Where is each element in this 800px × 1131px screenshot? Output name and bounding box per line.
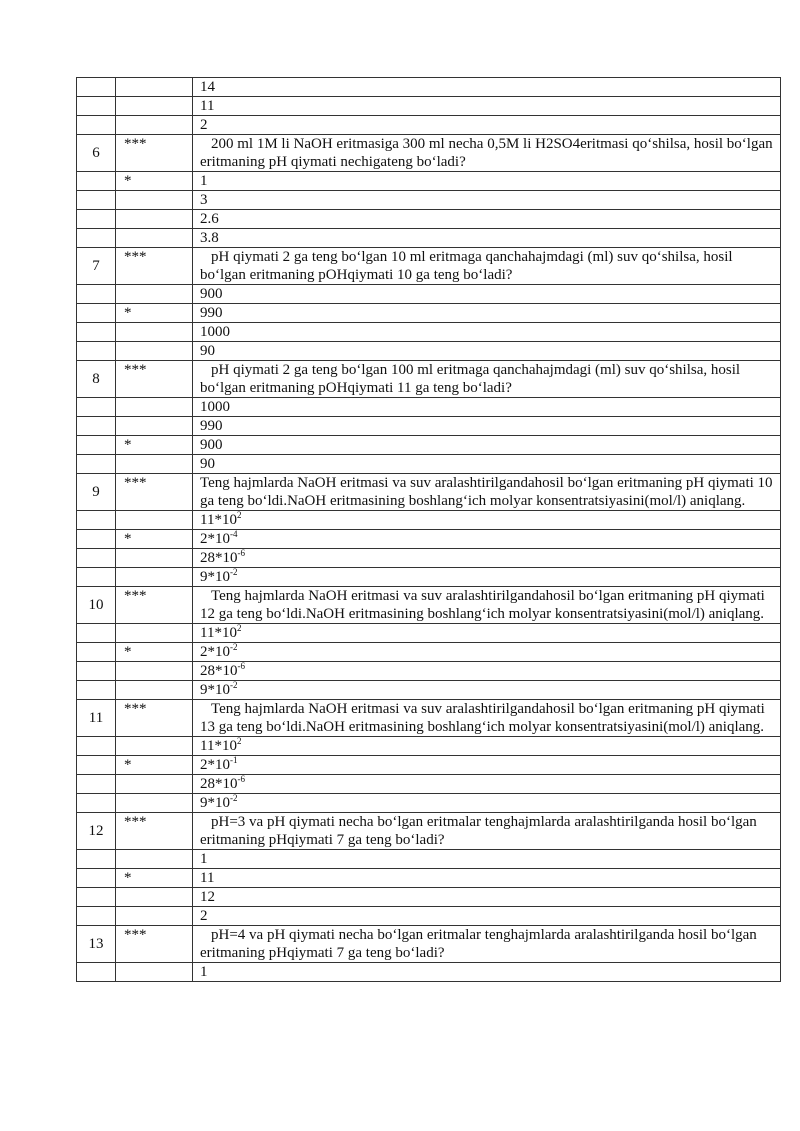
question-cell [193, 135, 781, 172]
question-number: 11 [77, 700, 116, 737]
question-number: 13 [77, 926, 116, 963]
answer-exponent: 2 [236, 623, 242, 633]
correct-answer-mark [116, 210, 193, 229]
difficulty-mark: *** [116, 813, 193, 850]
correct-answer-mark [116, 116, 193, 135]
answer-row [77, 191, 781, 210]
question-row [77, 926, 781, 963]
difficulty-mark: *** [116, 361, 193, 398]
question-cell [193, 587, 781, 624]
question-number [77, 869, 116, 888]
answer-row [77, 398, 781, 417]
question-cell [193, 361, 781, 398]
answer-cell [193, 850, 781, 869]
correct-answer-mark [116, 681, 193, 700]
question-number: 10 [77, 587, 116, 624]
answer-text: 11*10 [200, 738, 237, 754]
question-number: 6 [77, 135, 116, 172]
question-number [77, 398, 116, 417]
question-row [77, 361, 781, 398]
answer-row [77, 229, 781, 248]
answer-cell [193, 304, 781, 323]
question-number [77, 681, 116, 700]
answer-cell [193, 78, 781, 97]
answer-text: 11*10 [200, 625, 237, 641]
correct-answer-mark: * [116, 643, 193, 662]
answer-cell [193, 172, 781, 191]
answer-row [77, 210, 781, 229]
answer-row [77, 549, 781, 568]
answer-text: 1000 [200, 324, 230, 340]
question-row [77, 474, 781, 511]
answer-row [77, 342, 781, 361]
answer-exponent: -2 [230, 642, 238, 652]
answer-row [77, 756, 781, 775]
answer-row [77, 172, 781, 191]
question-number [77, 342, 116, 361]
answer-text: 11*10 [200, 512, 237, 528]
question-number [77, 643, 116, 662]
answer-cell [193, 116, 781, 135]
question-row [77, 248, 781, 285]
answer-row [77, 737, 781, 756]
correct-answer-mark [116, 907, 193, 926]
correct-answer-mark [116, 323, 193, 342]
question-number [77, 210, 116, 229]
answer-row [77, 78, 781, 97]
answer-exponent: -6 [237, 661, 245, 671]
answer-text: 990 [200, 418, 223, 434]
correct-answer-mark [116, 775, 193, 794]
answer-cell [193, 756, 781, 775]
question-number [77, 323, 116, 342]
correct-answer-mark: * [116, 172, 193, 191]
correct-answer-mark [116, 191, 193, 210]
answer-row [77, 323, 781, 342]
answer-row [77, 869, 781, 888]
answer-text: 1 [200, 173, 208, 189]
answer-row [77, 568, 781, 587]
answer-cell [193, 191, 781, 210]
correct-answer-mark [116, 229, 193, 248]
correct-answer-mark: * [116, 436, 193, 455]
answer-row [77, 662, 781, 681]
correct-answer-mark [116, 417, 193, 436]
answer-row [77, 775, 781, 794]
answer-cell [193, 229, 781, 248]
answer-cell [193, 568, 781, 587]
answer-text: 9*10 [200, 795, 230, 811]
question-number [77, 568, 116, 587]
correct-answer-mark: * [116, 304, 193, 323]
answer-text: 90 [200, 456, 215, 472]
answer-text: 11 [200, 870, 215, 886]
correct-answer-mark [116, 624, 193, 643]
answer-cell [193, 549, 781, 568]
question-number [77, 737, 116, 756]
answer-text: 2*10 [200, 531, 230, 547]
answer-cell [193, 869, 781, 888]
answer-exponent: -1 [230, 755, 238, 765]
question-text: 200 ml 1M li NaOH eritmasiga 300 ml necha 0,5M li H2SO4eritmasi qo‘shilsa, hosil bo‘lgan eritmaning pH qiymati nechigateng bo‘ladi? [200, 136, 773, 170]
answer-exponent: 2 [236, 510, 242, 520]
question-number [77, 662, 116, 681]
correct-answer-mark [116, 963, 193, 982]
question-number: 8 [77, 361, 116, 398]
answer-cell [193, 963, 781, 982]
correct-answer-mark [116, 455, 193, 474]
difficulty-mark: *** [116, 135, 193, 172]
question-row [77, 587, 781, 624]
question-number [77, 116, 116, 135]
quiz-table [76, 77, 781, 982]
answer-text: 2.6 [200, 211, 219, 227]
answer-cell [193, 888, 781, 907]
answer-cell [193, 907, 781, 926]
question-number [77, 775, 116, 794]
question-number [77, 172, 116, 191]
correct-answer-mark: * [116, 756, 193, 775]
question-number [77, 756, 116, 775]
answer-text: 900 [200, 286, 223, 302]
difficulty-mark: *** [116, 474, 193, 511]
question-text: pH=3 va pH qiymati necha bo‘lgan eritmalar tenghajmlarda aralashtirilganda hosil bo‘lgan eritmaning pHqiymati 7 ga teng bo‘ladi? [200, 814, 757, 848]
correct-answer-mark [116, 285, 193, 304]
question-number [77, 455, 116, 474]
question-number [77, 794, 116, 813]
answer-text: 90 [200, 343, 215, 359]
answer-exponent: -6 [237, 548, 245, 558]
correct-answer-mark [116, 342, 193, 361]
answer-row [77, 643, 781, 662]
answer-text: 2*10 [200, 757, 230, 773]
correct-answer-mark: * [116, 869, 193, 888]
difficulty-mark: *** [116, 700, 193, 737]
answer-row [77, 963, 781, 982]
answer-exponent: -4 [230, 529, 238, 539]
answer-text: 12 [200, 889, 215, 905]
answer-row [77, 794, 781, 813]
answer-text: 1 [200, 964, 208, 980]
question-number [77, 624, 116, 643]
answer-cell [193, 794, 781, 813]
question-number [77, 530, 116, 549]
answer-cell [193, 775, 781, 794]
quiz-table-body [77, 78, 781, 982]
correct-answer-mark [116, 511, 193, 530]
question-cell [193, 474, 781, 511]
answer-cell [193, 624, 781, 643]
answer-row [77, 511, 781, 530]
question-cell [193, 700, 781, 737]
answer-cell [193, 342, 781, 361]
question-text: pH qiymati 2 ga teng bo‘lgan 10 ml eritmaga qanchahajmdagi (ml) suv qo‘shilsa, hosil bo‘lgan eritmaning pOHqiymati 10 ga teng bo‘ladi? [200, 249, 733, 283]
question-number: 9 [77, 474, 116, 511]
question-number [77, 436, 116, 455]
question-number [77, 888, 116, 907]
question-row [77, 700, 781, 737]
correct-answer-mark [116, 662, 193, 681]
difficulty-mark: *** [116, 248, 193, 285]
answer-row [77, 417, 781, 436]
answer-cell [193, 681, 781, 700]
answer-exponent: -2 [230, 680, 238, 690]
answer-row [77, 907, 781, 926]
question-number: 12 [77, 813, 116, 850]
answer-row [77, 888, 781, 907]
answer-row [77, 455, 781, 474]
question-number [77, 229, 116, 248]
answer-row [77, 850, 781, 869]
question-number [77, 963, 116, 982]
answer-row [77, 681, 781, 700]
correct-answer-mark [116, 549, 193, 568]
question-text: pH qiymati 2 ga teng bo‘lgan 100 ml eritmaga qanchahajmdagi (ml) suv qo‘shilsa, hosil bo‘lgan eritmaning pOHqiymati 11 ga teng bo‘ladi? [200, 362, 741, 396]
question-cell [193, 926, 781, 963]
answer-cell [193, 530, 781, 549]
question-number [77, 78, 116, 97]
answer-cell [193, 455, 781, 474]
correct-answer-mark [116, 97, 193, 116]
answer-text: 3.8 [200, 230, 219, 246]
correct-answer-mark [116, 568, 193, 587]
answer-cell [193, 323, 781, 342]
correct-answer-mark [116, 398, 193, 417]
correct-answer-mark [116, 794, 193, 813]
question-number: 7 [77, 248, 116, 285]
question-cell [193, 248, 781, 285]
correct-answer-mark [116, 850, 193, 869]
answer-text: 990 [200, 305, 223, 321]
answer-row [77, 304, 781, 323]
question-cell [193, 813, 781, 850]
answer-exponent: -2 [230, 793, 238, 803]
answer-text: 1 [200, 851, 208, 867]
question-number [77, 511, 116, 530]
question-text: Teng hajmlarda NaOH eritmasi va suv aralashtirilgandahosil bo‘lgan eritmaning pH qiymati 10 ga teng bo‘ldi.NaOH eritmasining boshlang‘ich molyar konsentratsiyasini(mol/l) aniqlang. [200, 475, 773, 509]
answer-cell [193, 97, 781, 116]
question-text: Teng hajmlarda NaOH eritmasi va suv aralashtirilgandahosil bo‘lgan eritmaning pH qiymati 12 ga teng bo‘ldi.NaOH eritmasining boshlang‘ich molyar konsentratsiyasini(mol/l) aniqlang. [200, 588, 765, 622]
answer-text: 9*10 [200, 569, 230, 585]
question-number [77, 285, 116, 304]
answer-cell [193, 511, 781, 530]
answer-cell [193, 643, 781, 662]
answer-text: 11 [200, 98, 215, 114]
answer-text: 9*10 [200, 682, 230, 698]
answer-text: 3 [200, 192, 208, 208]
answer-cell [193, 285, 781, 304]
question-text: pH=4 va pH qiymati necha bo‘lgan eritmalar tenghajmlarda aralashtirilganda hosil bo‘lgan eritmaning pHqiymati 7 ga teng bo‘ladi? [200, 927, 757, 961]
answer-cell [193, 417, 781, 436]
answer-cell [193, 398, 781, 417]
answer-exponent: 2 [236, 736, 242, 746]
question-number [77, 191, 116, 210]
answer-cell [193, 210, 781, 229]
answer-text: 28*10 [200, 663, 238, 679]
answer-text: 2*10 [200, 644, 230, 660]
answer-cell [193, 436, 781, 455]
answer-text: 28*10 [200, 550, 238, 566]
answer-text: 900 [200, 437, 223, 453]
answer-row [77, 97, 781, 116]
correct-answer-mark [116, 888, 193, 907]
question-number [77, 907, 116, 926]
answer-row [77, 530, 781, 549]
question-number [77, 850, 116, 869]
question-number [77, 549, 116, 568]
answer-cell [193, 737, 781, 756]
correct-answer-mark: * [116, 530, 193, 549]
answer-text: 14 [200, 79, 215, 95]
answer-text: 28*10 [200, 776, 238, 792]
question-number [77, 304, 116, 323]
difficulty-mark: *** [116, 587, 193, 624]
answer-row [77, 116, 781, 135]
answer-text: 2 [200, 117, 208, 133]
answer-text: 1000 [200, 399, 230, 415]
question-row [77, 813, 781, 850]
question-number [77, 97, 116, 116]
question-number [77, 417, 116, 436]
answer-row [77, 436, 781, 455]
answer-row [77, 285, 781, 304]
correct-answer-mark [116, 78, 193, 97]
correct-answer-mark [116, 737, 193, 756]
answer-text: 2 [200, 908, 208, 924]
question-row [77, 135, 781, 172]
answer-exponent: -2 [230, 567, 238, 577]
difficulty-mark: *** [116, 926, 193, 963]
answer-row [77, 624, 781, 643]
answer-exponent: -6 [237, 774, 245, 784]
answer-cell [193, 662, 781, 681]
question-text: Teng hajmlarda NaOH eritmasi va suv aralashtirilgandahosil bo‘lgan eritmaning pH qiymati 13 ga teng bo‘ldi.NaOH eritmasining boshlang‘ich molyar konsentratsiyasini(mol/l) aniqlang. [200, 701, 765, 735]
